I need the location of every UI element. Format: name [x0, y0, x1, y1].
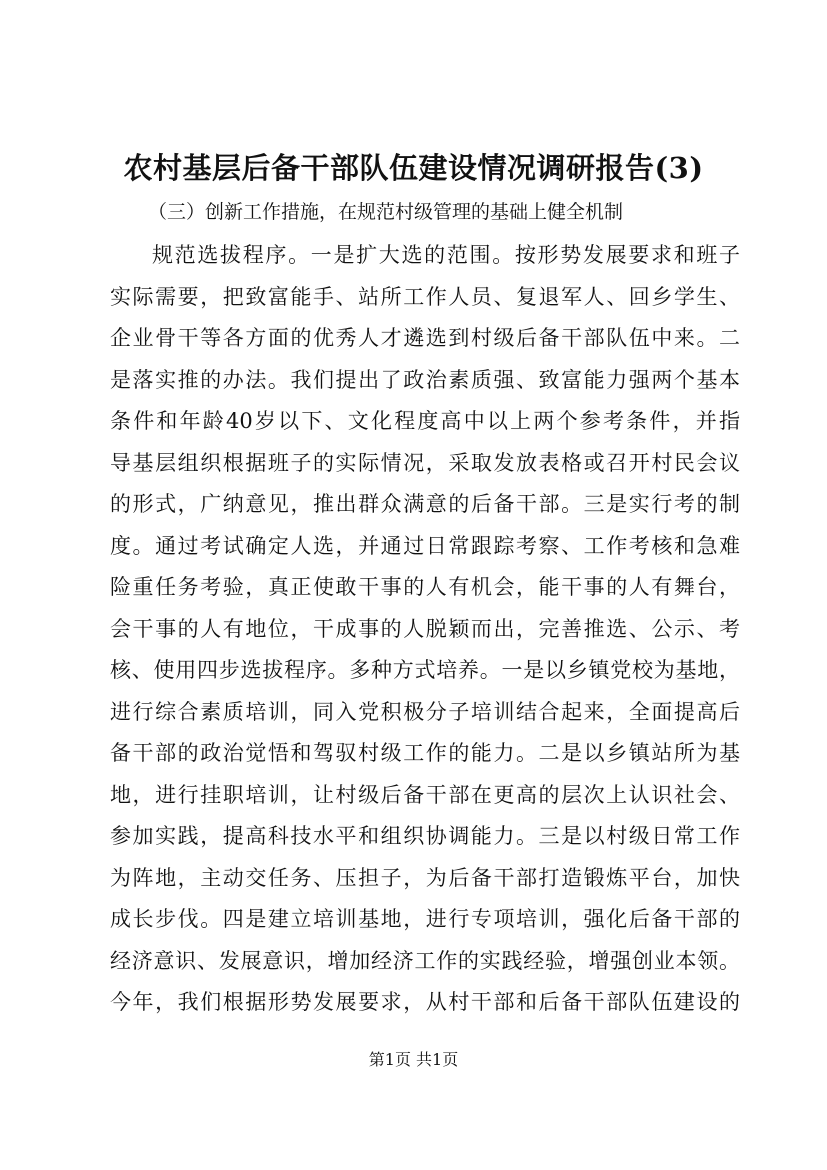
body-line: 核、使用四步选拔程序。多种方式培养。一是以乡镇党校为基地， [110, 658, 740, 682]
body-line: 进行综合素质培训，同入党积极分子培训结合起来，全面提高后 [110, 699, 740, 724]
body-line: 地，进行挂职培训，让村级后备干部在更高的层次上认识社会、 [110, 782, 740, 807]
document-title: 农村基层后备干部队伍建设情况调研报告(3) [123, 151, 704, 185]
body-line: 会干事的人有地位，干成事的人脱颖而出，完善推选、公示、考 [110, 616, 740, 641]
body-line: 今年，我们根据形势发展要求，从村干部和后备干部队伍建设的 [110, 990, 740, 1014]
body-line: 企业骨干等各方面的优秀人才遴选到村级后备干部队伍中来。二 [110, 326, 740, 350]
body-line: 成长步伐。四是建立培训基地，进行专项培训，强化后备干部的 [110, 907, 740, 931]
section-heading: （三）创新工作措施，在规范村级管理的基础上健全机制 [148, 201, 624, 223]
body-line: 的形式，广纳意见，推出群众满意的后备干部。三是实行考的制 [110, 492, 740, 516]
body-line: 度。通过考试确定人选，并通过日常跟踪考察、工作考核和急难 [110, 533, 740, 558]
body-line: 为阵地，主动交任务、压担子，为后备干部打造锻炼平台，加快 [110, 865, 740, 890]
body-line: 实际需要，把致富能手、站所工作人员、复退军人、回乡学生、 [110, 284, 740, 309]
body-text [110, 235, 750, 1024]
body-line: 备干部的政治觉悟和驾驭村级工作的能力。二是以乡镇站所为基 [110, 741, 740, 765]
body-line: 规范选拔程序。一是扩大选的范围。按形势发展要求和班子 [152, 243, 740, 267]
body-line: 导基层组织根据班子的实际情况，采取发放表格或召开村民会议 [110, 450, 740, 475]
body-line: 是落实推的办法。我们提出了政治素质强、致富能力强两个基本 [110, 367, 740, 392]
body-line: 险重任务考验，真正使敢干事的人有机会，能干事的人有舞台， [110, 575, 740, 599]
body-line: 经济意识、发展意识，增加经济工作的实践经验，增强创业本领。 [110, 948, 740, 973]
body-line: 参加实践，提高科技水平和组织协调能力。三是以村级日常工作 [110, 824, 740, 848]
page-footer: 第1页 共1页 [368, 1050, 459, 1069]
body-line: 条件和年龄40岁以下、文化程度高中以上两个参考条件，并指 [110, 409, 740, 433]
